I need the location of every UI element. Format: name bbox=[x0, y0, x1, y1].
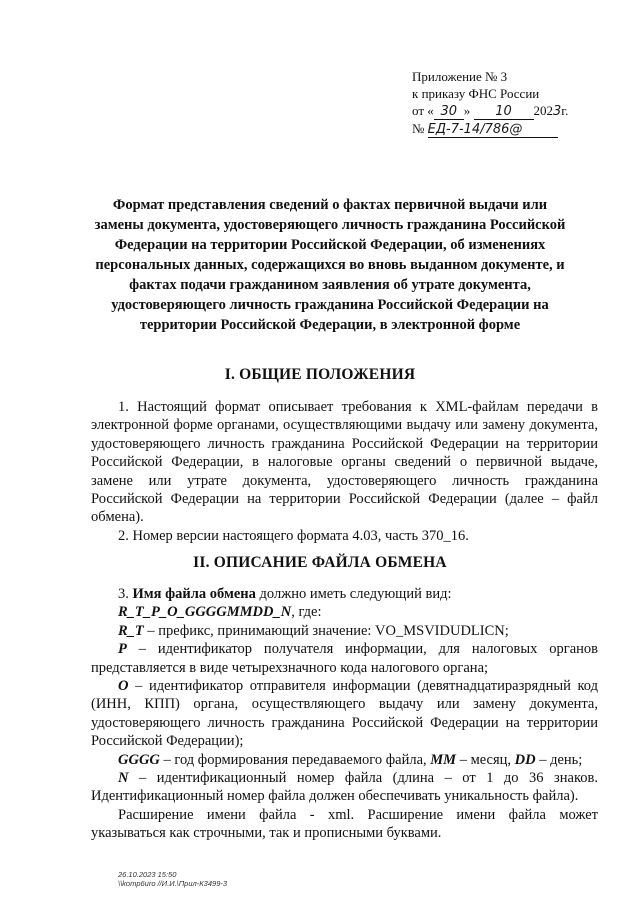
p3-rest: должно иметь следующий вид: bbox=[255, 586, 452, 602]
date-month: 10 bbox=[474, 105, 534, 120]
footer-stamp bbox=[118, 870, 227, 888]
definition-p bbox=[91, 640, 598, 677]
d-text: – день; bbox=[535, 751, 583, 768]
section-2-heading: II. ОПИСАНИЕ ФАЙЛА ОБМЕНА bbox=[193, 554, 447, 571]
extension-paragraph: Расширение имени файла - xml. Расширение имени файла может указываться как строчными, так и прописными буквами. bbox=[91, 806, 598, 842]
rt-text: – префикс, принимающий значение: VO_MSVIDUDLICN; bbox=[143, 622, 509, 639]
n-text: – идентификационный номер файла (длина – от 1 до 36 знаков. Идентификационный номер файла должен обеспечивать уникальность файла). bbox=[91, 770, 598, 805]
document-title: Формат представления сведений о фактах первичной выдачи или замены документа, удостоверяющего личность гражданина Российской Федерации на территории Российской Федерации, об изменениях персональных данных, содержащихся во вновь выданном документе, и фактах подачи гражданином заявления об утрате документа, удостоверяющего личность гражданина Российской Федерации на территории Российской Федерации, в электронной форме bbox=[94, 197, 566, 333]
footer-line-2: \\komp6uro //И.И.\Прил-К3499-3 bbox=[118, 879, 228, 888]
o-text: – идентификатор отправителя информации (девятнадцатиразрядный код (ИНН, КПП) органа, осуществляющего выдачу или замену документа, удостоверяющего личность гражданина Российской Федерации на территории Российской Федерации); bbox=[91, 678, 598, 750]
g-term: GGGG bbox=[118, 751, 160, 768]
file-name-pattern bbox=[91, 603, 598, 621]
appendix-number-line bbox=[412, 120, 612, 138]
section-1-heading: I. ОБЩИЕ ПОЛОЖЕНИЯ bbox=[224, 366, 416, 383]
pattern-suffix: , где: bbox=[291, 604, 322, 621]
m-text: – месяц, bbox=[456, 751, 515, 768]
date-prefix: от « bbox=[412, 103, 434, 118]
paragraph-1: 1. Настоящий формат описывает требования к XML-файлам передачи в электронной форме органами, осуществляющими выдачу или замену документа, удостоверяющего личность гражданина Российской Федерации на территории Российской Федерации, в налоговые органы сведений о первичной выдаче, замене или утрате документа, удостоверяющего личность гражданина Российской Федерации на территории Российской Федерации (далее – файл обмена). bbox=[91, 399, 598, 526]
definition-date bbox=[91, 751, 598, 769]
g-text: – год формирования передаваемого файла, bbox=[159, 751, 431, 768]
date-year-hand: 3 bbox=[553, 104, 562, 119]
date-suffix: г. bbox=[561, 103, 569, 118]
appendix-line-1: Приложение № 3 bbox=[412, 69, 508, 84]
definition-n bbox=[91, 769, 598, 806]
m-term: MM bbox=[430, 751, 457, 768]
definition-rt bbox=[91, 622, 598, 640]
date-year-prefix: 202 bbox=[533, 103, 554, 118]
p3-bold: Имя файла обмена bbox=[132, 586, 256, 602]
o-term: O bbox=[118, 678, 129, 695]
definition-o bbox=[91, 677, 598, 751]
paragraph-2: 2. Номер версии настоящего формата 4.03, часть 370_16. bbox=[118, 527, 469, 544]
paragraph-3 bbox=[91, 585, 598, 603]
p-text: – идентификатор получателя информации, для налоговых органов представляется в виде четырехзначного кода налогового органа; bbox=[91, 641, 598, 676]
rt-term: R_T bbox=[118, 622, 144, 639]
appendix-block bbox=[412, 68, 612, 138]
appendix-line-2: к приказу ФНС России bbox=[412, 86, 540, 101]
p-term: P bbox=[118, 641, 127, 658]
section-1-body bbox=[91, 398, 598, 545]
footer-line-1: 26.10.2023 15:50 bbox=[118, 870, 177, 879]
section-2-body bbox=[91, 585, 598, 843]
n-term: N bbox=[118, 770, 129, 787]
pattern-term: R_T_P_O_GGGGMMDD_N bbox=[118, 604, 292, 621]
date-mid: » bbox=[463, 103, 471, 118]
number-prefix: № bbox=[412, 121, 425, 136]
p3-number: 3. bbox=[118, 586, 133, 602]
appendix-date-line bbox=[412, 102, 612, 120]
date-day: 30 bbox=[434, 105, 464, 120]
order-number: ЕД-7-14/786@ bbox=[428, 123, 558, 138]
d-term: DD bbox=[514, 751, 536, 768]
